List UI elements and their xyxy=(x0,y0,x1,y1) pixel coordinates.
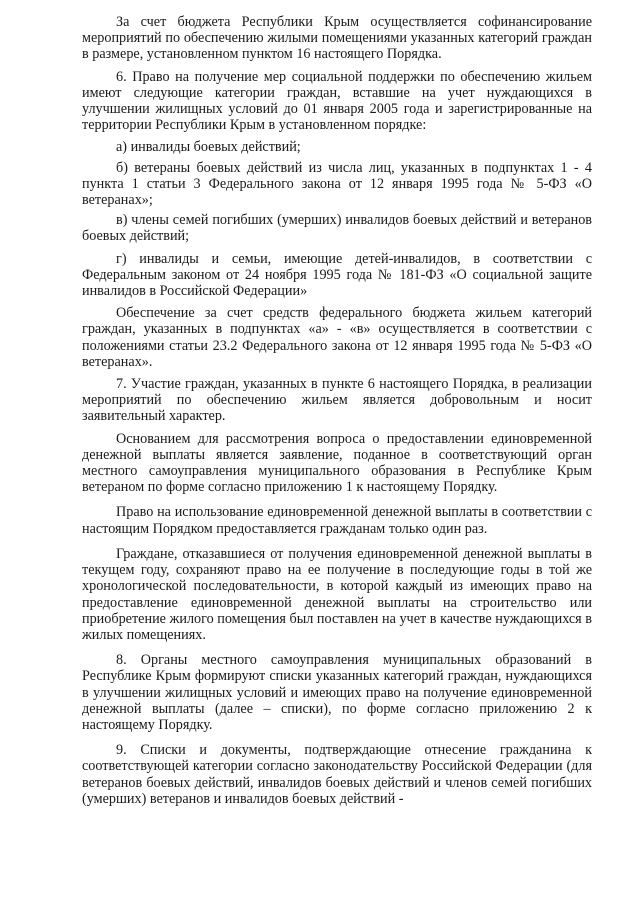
paragraph-item-g: г) инвалиды и семьи, имеющие детей-инвалидов, в соответствии с Федеральным законом от 24 ноября 1995 года № 181-ФЗ «О социальной защите инвалидов в Российской Федерации» xyxy=(82,250,592,300)
paragraph-item-v: в) члены семей погибших (умерших) инвалидов боевых действий и ветеранов боевых действий; xyxy=(82,212,592,245)
document-page xyxy=(82,0,592,813)
paragraph-clause-6: 6. Право на получение мер социальной поддержки по обеспечению жильем имеют следующие категории граждан, вставшие на учет нуждающихся в улучшении жилищных условий до 01 января 2005 года и зарегистрированные на территории Республики Крым в установленном порядке: xyxy=(82,68,592,134)
paragraph-clause-7: 7. Участие граждан, указанных в пункте 6 настоящего Порядка, в реализации мероприятий по обеспечению жильем является добровольным и носит заявительный характер. xyxy=(82,376,592,425)
paragraph-refusal: Граждане, отказавшиеся от получения единовременной денежной выплаты в текущем году, сохраняют право на ее получение в последующие годы в той же хронологической последовательности, в которой каждый из имеющих право на предоставление единовременной денежной выплаты на строительство или приобретение жилого помещения был поставлен на учет в качестве нуждающихся в жилых помещениях. xyxy=(82,545,592,643)
paragraph-clause-8: 8. Органы местного самоуправления муниципальных образований в Республике Крым формируют списки указанных категорий граждан, нуждающихся в улучшении жилищных условий и имеющих право на получение единовременной денежной выплаты (далее – списки), по форме согласно приложению 2 к настоящему Порядку. xyxy=(82,652,592,733)
paragraph-item-a: а) инвалиды боевых действий; xyxy=(116,139,301,156)
paragraph-cofinancing: За счет бюджета Республики Крым осуществляется софинансирование мероприятий по обеспечению жилыми помещениями указанных категорий граждан в размере, установленном пунктом 16 настоящего Порядка. xyxy=(82,14,592,63)
paragraph-federal-budget: Обеспечение за счет средств федерального бюджета жильем категорий граждан, указанных в подпунктах «а» - «в» осуществляется в соответствии с положениями статьи 23.2 Федерального закона от 12 января 1995 года № 5-ФЗ «О ветеранах». xyxy=(82,305,592,370)
paragraph-one-time-right: Право на использование единовременной денежной выплаты в соответствии с настоящим Порядком предоставляется гражданам только один раз. xyxy=(82,504,592,537)
paragraph-application-basis: Основанием для рассмотрения вопроса о предоставлении единовременной денежной выплаты является заявление, поданное в соответствующий орган местного самоуправления муниципального образования в Республике Крым ветераном по форме согласно приложению 1 к настоящему Порядку. xyxy=(82,430,592,496)
paragraph-clause-9: 9. Списки и документы, подтверждающие отнесение гражданина к соответствующей категории согласно законодательству Российской Федерации (для ветеранов боевых действий, инвалидов боевых действий и членов семей погибших (умерших) ветеранов и инвалидов боевых действий - xyxy=(82,742,592,807)
paragraph-item-b: б) ветераны боевых действий из числа лиц, указанных в подпунктах 1 - 4 пункта 1 статьи 3 Федерального закона от 12 января 1995 года № 5-ФЗ «О ветеранах»; xyxy=(82,159,592,209)
